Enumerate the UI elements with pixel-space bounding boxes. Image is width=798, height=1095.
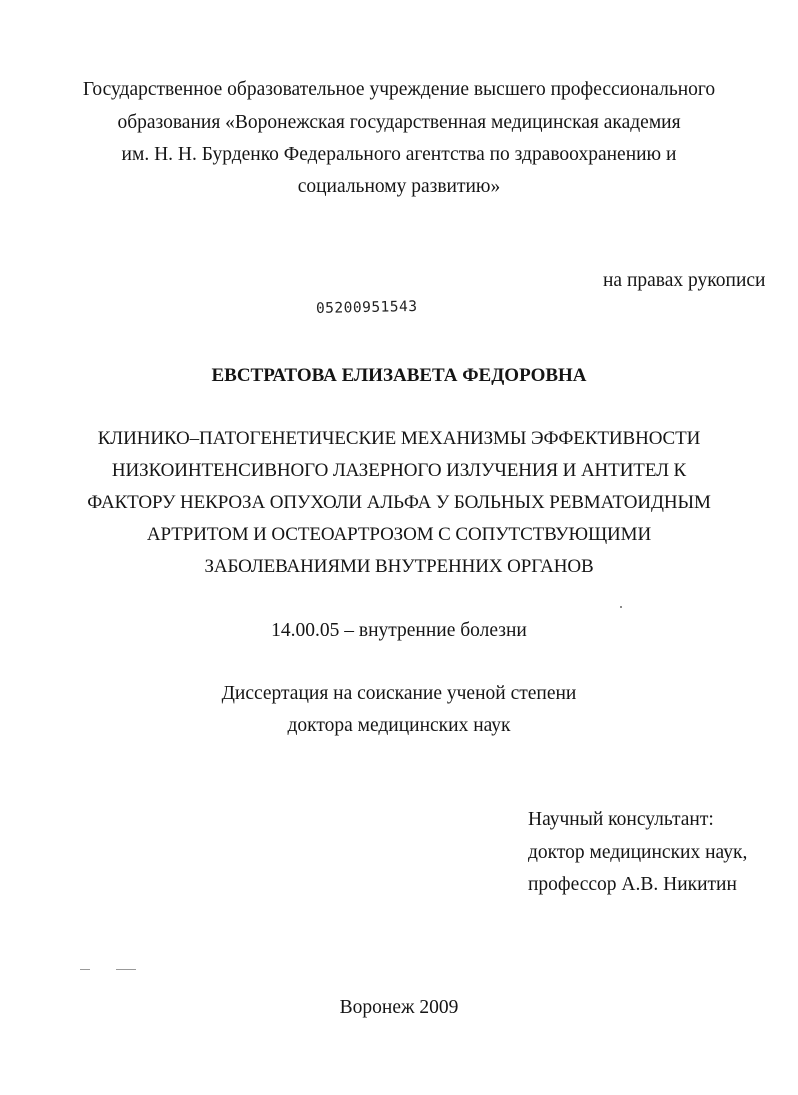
scan-speck — [620, 606, 622, 608]
specialty-code: 14.00.05 – внутренние болезни — [271, 620, 527, 641]
consultant-line-3: профессор А.В. Никитин — [528, 874, 737, 895]
consultant-line-2: доктор медицинских наук, — [528, 842, 748, 863]
title-line-3: ФАКТОРУ НЕКРОЗА ОПУХОЛИ АЛЬФА У БОЛЬНЫХ РЕВМАТОИДНЫМ — [87, 492, 711, 513]
scan-mark — [116, 969, 136, 970]
scan-mark — [80, 969, 90, 970]
consultant-line-1: Научный консультант: — [528, 809, 714, 830]
title-line-5: ЗАБОЛЕВАНИЯМИ ВНУТРЕННИХ ОРГАНОВ — [204, 556, 594, 577]
institution-line-4: социальному развитию» — [297, 176, 501, 197]
degree-line-2: доктора медицинских наук — [287, 715, 511, 736]
degree-line-1: Диссертация на соискание ученой степени — [221, 683, 577, 704]
library-stamp-number: 05200951543 — [315, 298, 418, 317]
title-line-4: АРТРИТОМ И ОСТЕОАРТРОЗОМ С СОПУТСТВУЮЩИМИ — [146, 524, 652, 545]
place-year: Воронеж 2009 — [339, 997, 459, 1018]
manuscript-note: на правах рукописи — [603, 270, 766, 291]
institution-line-1: Государственное образовательное учреждение высшего профессионального — [82, 79, 716, 100]
institution-line-2: образования «Воронежская государственная медицинская академия — [117, 112, 681, 133]
institution-line-3: им. Н. Н. Бурденко Федерального агентства по здравоохранению и — [121, 144, 677, 165]
title-line-1: КЛИНИКО–ПАТОГЕНЕТИЧЕСКИЕ МЕХАНИЗМЫ ЭФФЕКТИВНОСТИ — [97, 428, 701, 449]
title-line-2: НИЗКОИНТЕНСИВНОГО ЛАЗЕРНОГО ИЗЛУЧЕНИЯ И АНТИТЕЛ К — [111, 460, 687, 481]
author-name: ЕВСТРАТОВА ЕЛИЗАВЕТА ФЕДОРОВНА — [211, 365, 587, 386]
